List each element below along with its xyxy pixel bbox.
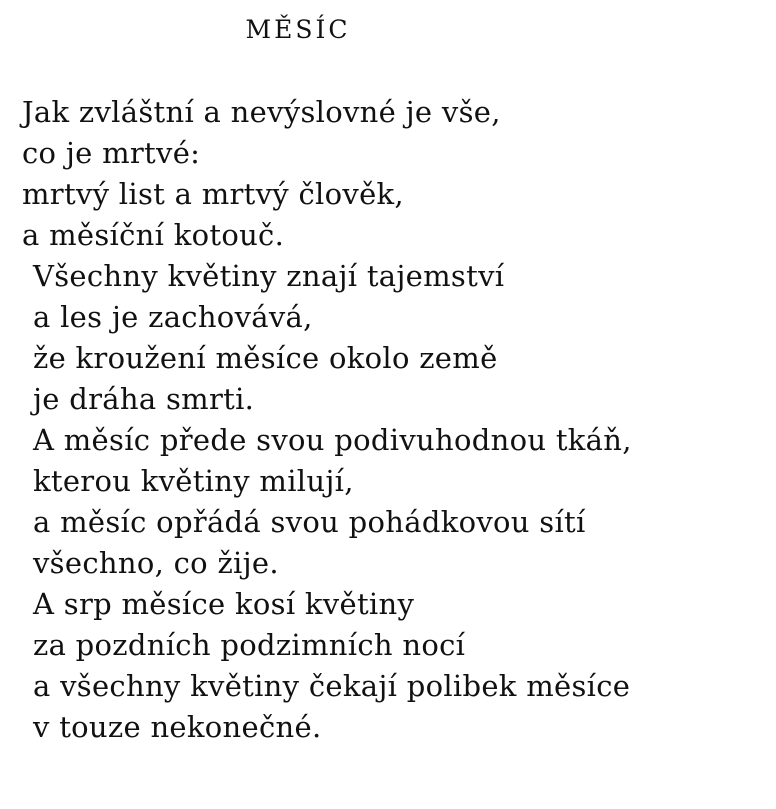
poem-line: za pozdních podzimních nocí xyxy=(33,628,466,662)
poem-line: A měsíc přede svou podivuhodnou tkáň, xyxy=(33,423,632,457)
poem-line: a les je zachovává, xyxy=(33,300,313,334)
poem-line: mrtvý list a mrtvý člověk, xyxy=(22,177,404,211)
poem-line: a měsíční kotouč. xyxy=(22,218,285,252)
poem-title: MĚSÍC xyxy=(245,15,351,44)
poem-line: v touze nekonečné. xyxy=(33,710,322,744)
poem-line: Jak zvláštní a nevýslovné je vše, xyxy=(22,95,501,129)
poem-line: A srp měsíce kosí květiny xyxy=(33,587,415,621)
poem-line: je dráha smrti. xyxy=(33,382,255,416)
poem-line: co je mrtvé: xyxy=(22,136,201,170)
poem-line: a měsíc opřádá svou pohádkovou sítí xyxy=(33,505,586,539)
poem-line: kterou květiny milují, xyxy=(33,464,354,498)
poem-line: všechno, co žije. xyxy=(33,546,279,580)
poem-line: že kroužení měsíce okolo země xyxy=(33,341,498,375)
poem-line: a všechny květiny čekají polibek měsíce xyxy=(33,669,631,703)
poem-body xyxy=(0,92,776,748)
poem-line: Všechny květiny znají tajemství xyxy=(33,259,505,293)
